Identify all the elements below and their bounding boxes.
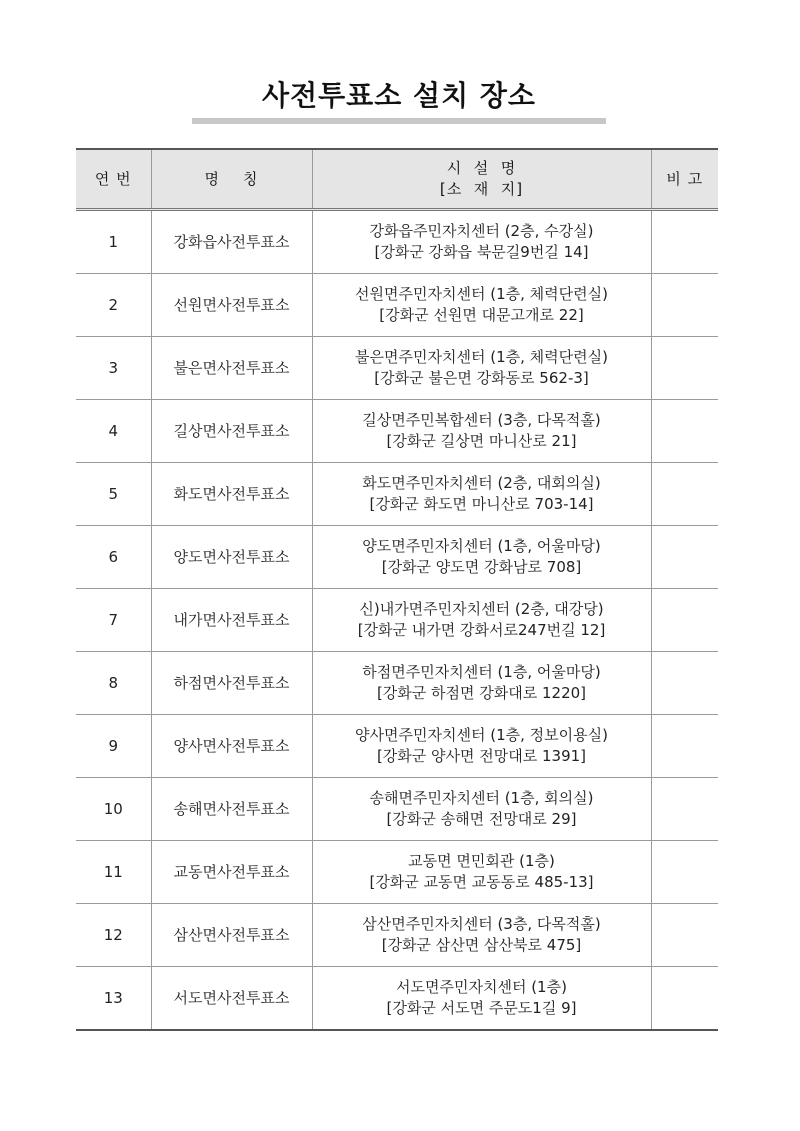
- table-body: [76, 210, 718, 1031]
- row-note: [651, 526, 718, 589]
- row-note: [651, 841, 718, 904]
- row-name: 송해면사전투표소: [151, 778, 312, 841]
- row-facility: [312, 463, 651, 526]
- table-row: [76, 904, 718, 967]
- row-note: [651, 967, 718, 1031]
- row-facility-address: [강화군 양도면 강화남로 708]: [381, 558, 582, 576]
- row-name: 길상면사전투표소: [151, 400, 312, 463]
- row-facility-name: 신)내가면주민자치센터 (2층, 대강당): [359, 600, 604, 618]
- row-facility-name: 송해면주민자치센터 (1층, 회의실): [369, 789, 594, 807]
- row-note: [651, 274, 718, 337]
- row-note: [651, 337, 718, 400]
- row-note: [651, 210, 718, 274]
- row-name: 강화읍사전투표소: [151, 210, 312, 274]
- table-row: [76, 589, 718, 652]
- row-facility-address: [강화군 송해면 전망대로 29]: [386, 810, 577, 828]
- header-no: 연 번: [76, 149, 151, 210]
- row-name: 양사면사전투표소: [151, 715, 312, 778]
- table-row: [76, 337, 718, 400]
- row-facility-address: [강화군 불은면 강화동로 562-3]: [374, 369, 589, 387]
- row-no: 13: [76, 967, 151, 1031]
- row-no: 3: [76, 337, 151, 400]
- row-facility-name: 불은면주민자치센터 (1층, 체력단련실): [355, 348, 608, 366]
- title-underline: [192, 118, 606, 124]
- row-facility: [312, 526, 651, 589]
- row-facility: [312, 210, 651, 274]
- row-note: [651, 715, 718, 778]
- header-facility-name: 시 설 명: [446, 159, 517, 177]
- table-header-row: [76, 149, 718, 210]
- row-note: [651, 463, 718, 526]
- row-facility-address: [강화군 삼산면 삼산북로 475]: [381, 936, 582, 954]
- row-facility-address: [강화군 교동면 교동동로 485-13]: [369, 873, 594, 891]
- header-name: [151, 149, 312, 210]
- table-row: [76, 526, 718, 589]
- table-row: [76, 210, 718, 274]
- row-facility: [312, 652, 651, 715]
- table-row: [76, 400, 718, 463]
- row-facility: [312, 589, 651, 652]
- row-note: [651, 400, 718, 463]
- row-no: 11: [76, 841, 151, 904]
- row-facility-name: 강화읍주민자치센터 (2층, 수강실): [369, 222, 594, 240]
- row-note: [651, 904, 718, 967]
- row-no: 1: [76, 210, 151, 274]
- row-name: 양도면사전투표소: [151, 526, 312, 589]
- row-facility-name: 삼산면주민자치센터 (3층, 다목적홀): [362, 915, 601, 933]
- row-facility: [312, 967, 651, 1031]
- table-row: [76, 967, 718, 1031]
- row-facility: [312, 841, 651, 904]
- row-facility-address: [강화군 선원면 대문고개로 22]: [379, 306, 584, 324]
- header-facility: [312, 149, 651, 210]
- row-no: 12: [76, 904, 151, 967]
- row-name: 하점면사전투표소: [151, 652, 312, 715]
- row-note: [651, 778, 718, 841]
- row-name: 서도면사전투표소: [151, 967, 312, 1031]
- row-name: 내가면사전투표소: [151, 589, 312, 652]
- row-facility-address: [강화군 길상면 마니산로 21]: [386, 432, 577, 450]
- title-block: [192, 76, 606, 124]
- header-facility-address: [소 재 지]: [439, 180, 524, 198]
- row-facility-name: 길상면주민복합센터 (3층, 다목적홀): [362, 411, 601, 429]
- row-facility-name: 화도면주민자치센터 (2층, 대회의실): [362, 474, 601, 492]
- polling-place-table: [76, 148, 718, 1031]
- row-facility: [312, 778, 651, 841]
- header-name-label: 명 칭: [204, 169, 259, 188]
- row-facility-name: 양도면주민자치센터 (1층, 어울마당): [362, 537, 601, 555]
- row-facility-address: [강화군 강화읍 북문길9번길 14]: [374, 243, 589, 261]
- row-name: 화도면사전투표소: [151, 463, 312, 526]
- page-title: 사전투표소 설치 장소: [262, 79, 536, 112]
- row-facility-address: [강화군 양사면 전망대로 1391]: [376, 747, 587, 765]
- row-facility: [312, 274, 651, 337]
- row-facility-name: 양사면주민자치센터 (1층, 정보이용실): [355, 726, 608, 744]
- row-facility-name: 하점면주민자치센터 (1층, 어울마당): [362, 663, 601, 681]
- row-facility-address: [강화군 하점면 강화대로 1220]: [376, 684, 587, 702]
- table-row: [76, 715, 718, 778]
- row-no: 4: [76, 400, 151, 463]
- row-no: 2: [76, 274, 151, 337]
- row-name: 선원면사전투표소: [151, 274, 312, 337]
- row-no: 7: [76, 589, 151, 652]
- row-note: [651, 589, 718, 652]
- table-row: [76, 841, 718, 904]
- row-facility-name: 서도면주민자치센터 (1층): [396, 978, 567, 996]
- row-no: 6: [76, 526, 151, 589]
- table-row: [76, 652, 718, 715]
- row-no: 9: [76, 715, 151, 778]
- row-facility-address: [강화군 서도면 주문도1길 9]: [386, 999, 577, 1017]
- row-facility-address: [강화군 화도면 마니산로 703-14]: [369, 495, 594, 513]
- row-facility-name: 선원면주민자치센터 (1층, 체력단련실): [355, 285, 608, 303]
- table-row: [76, 274, 718, 337]
- header-note: 비 고: [651, 149, 718, 210]
- table-row: [76, 463, 718, 526]
- row-name: 불은면사전투표소: [151, 337, 312, 400]
- row-facility-name: 교동면 면민회관 (1층): [408, 852, 555, 870]
- row-facility-address: [강화군 내가면 강화서로247번길 12]: [357, 621, 606, 639]
- row-name: 교동면사전투표소: [151, 841, 312, 904]
- row-no: 10: [76, 778, 151, 841]
- table-row: [76, 778, 718, 841]
- row-name: 삼산면사전투표소: [151, 904, 312, 967]
- row-facility: [312, 400, 651, 463]
- row-facility: [312, 904, 651, 967]
- row-facility: [312, 337, 651, 400]
- row-note: [651, 652, 718, 715]
- row-no: 8: [76, 652, 151, 715]
- row-facility: [312, 715, 651, 778]
- row-no: 5: [76, 463, 151, 526]
